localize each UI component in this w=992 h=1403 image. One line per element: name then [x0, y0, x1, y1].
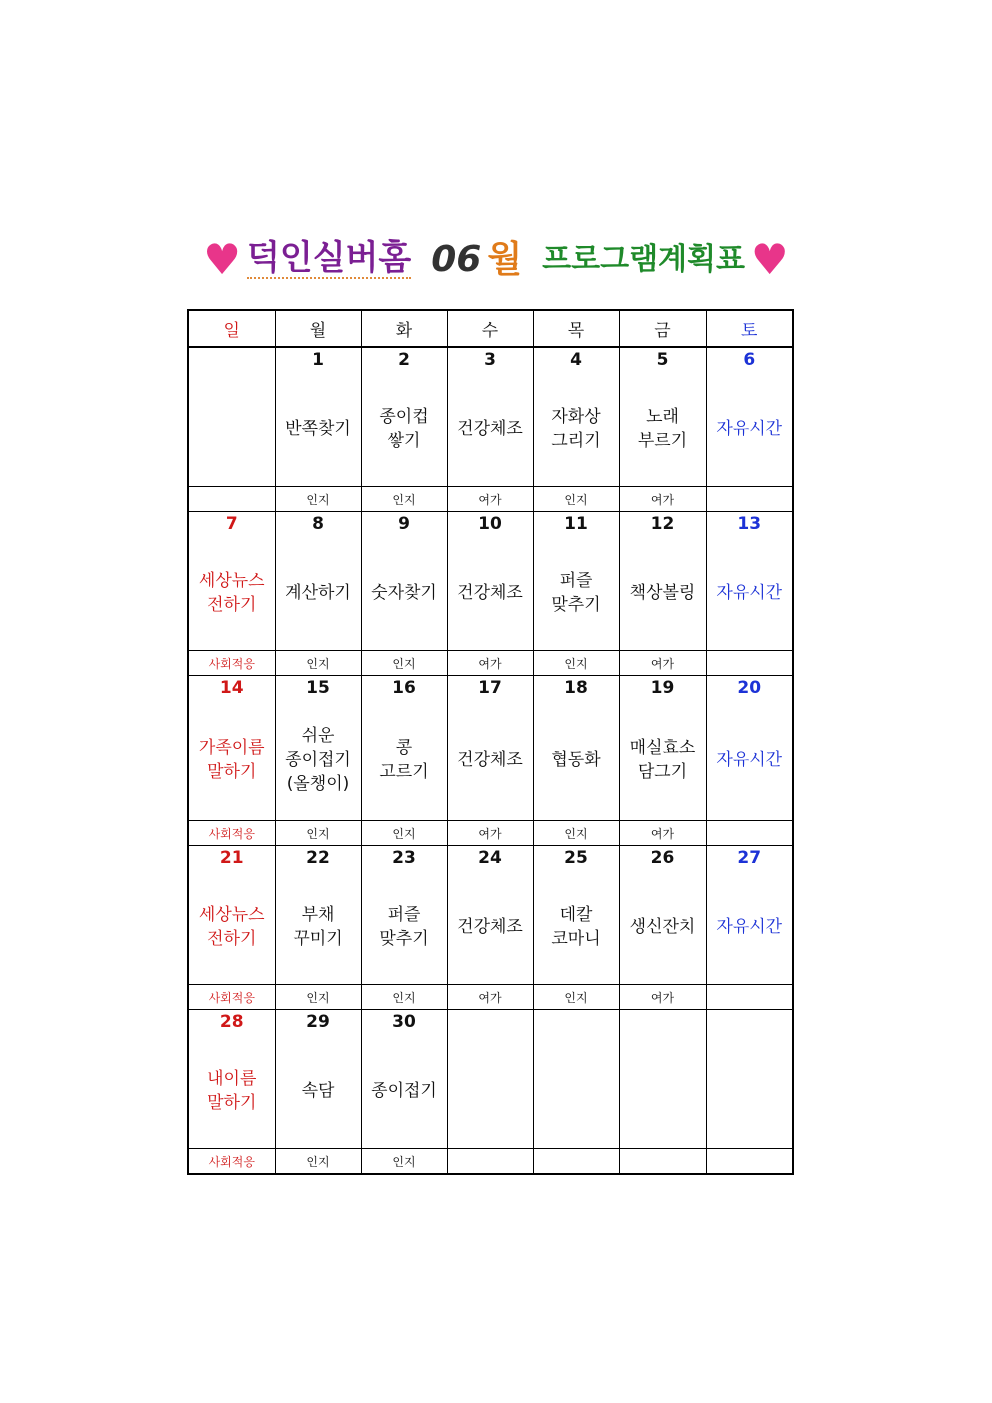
- day-number: 5: [656, 350, 669, 370]
- day-activity: 퍼즐 맞추기: [551, 571, 601, 615]
- activity-category-tag: 인지: [275, 651, 361, 676]
- day-number: 12: [650, 514, 675, 534]
- day-activity: 부채 꾸미기: [293, 905, 343, 949]
- weekday-header-saturday: 토: [706, 310, 793, 347]
- day-activity: 건강체조: [457, 583, 523, 603]
- day-cell-wednesday: [447, 1010, 533, 1149]
- activity-category-tag: [188, 487, 275, 512]
- day-cell-monday: [275, 676, 361, 821]
- heart-icon: ♥: [203, 235, 241, 284]
- calendar-body: [188, 347, 793, 1174]
- activity-category-tag: 인지: [533, 487, 619, 512]
- day-cell-wednesday: [447, 676, 533, 821]
- day-activity: 자화상 그리기: [551, 407, 601, 451]
- activity-category-tag: 여가: [447, 651, 533, 676]
- activity-category-tag: 인지: [361, 985, 447, 1010]
- weekday-header-thursday: 목: [533, 310, 619, 347]
- day-cell-tuesday: [361, 512, 447, 651]
- day-cell-tuesday: [361, 1010, 447, 1149]
- day-activity: 생신잔치: [629, 917, 696, 937]
- day-cell-saturday: [706, 846, 793, 985]
- weekday-header-monday: 월: [275, 310, 361, 347]
- day-number: 20: [737, 678, 762, 698]
- weekday-header-tuesday: 화: [361, 310, 447, 347]
- program-calendar-table: [187, 309, 794, 1175]
- day-activity: 책상볼링: [629, 583, 696, 603]
- day-activity: 매실효소 담그기: [629, 738, 696, 782]
- day-number: 8: [312, 514, 324, 534]
- activity-category-tag: 여가: [447, 821, 533, 846]
- day-activity: 자유시간: [716, 419, 783, 439]
- day-activity: 세상뉴스 전하기: [198, 905, 265, 949]
- activity-category-tag: [706, 821, 793, 846]
- calendar-week-row: [188, 512, 793, 651]
- weekday-header-row: [188, 310, 793, 347]
- day-activity: 자유시간: [716, 750, 783, 770]
- day-number: 29: [306, 1012, 330, 1032]
- day-cell-tuesday: [361, 347, 447, 487]
- activity-category-tag: 인지: [361, 651, 447, 676]
- activity-category-tag: 여가: [619, 985, 706, 1010]
- day-cell-monday: [275, 1010, 361, 1149]
- activity-category-tag: 사회적응: [188, 1149, 275, 1175]
- day-number: 17: [478, 678, 502, 698]
- activity-category-tag: 인지: [361, 1149, 447, 1175]
- calendar-week-row: [188, 676, 793, 821]
- day-cell-sunday: [188, 512, 275, 651]
- calendar-tag-row: [188, 487, 793, 512]
- day-number: 7: [225, 514, 238, 534]
- day-activity: 내이름 말하기: [207, 1069, 257, 1113]
- day-number: 9: [398, 514, 410, 534]
- day-number: 28: [219, 1012, 244, 1032]
- activity-category-tag: 사회적응: [188, 821, 275, 846]
- day-number: [620, 1010, 706, 1012]
- day-number: 22: [306, 848, 330, 868]
- activity-category-tag: 여가: [619, 821, 706, 846]
- weekday-header-wednesday: 수: [447, 310, 533, 347]
- day-cell-sunday: [188, 846, 275, 985]
- activity-category-tag: 여가: [619, 487, 706, 512]
- day-activity: 반쪽찾기: [285, 419, 351, 439]
- day-number: 13: [737, 514, 762, 534]
- day-activity: 협동화: [551, 750, 601, 770]
- day-activity: 노래 부르기: [637, 407, 688, 451]
- day-cell-wednesday: [447, 846, 533, 985]
- day-activity: 콩 고르기: [379, 738, 429, 782]
- day-cell-saturday: [706, 347, 793, 487]
- day-cell-friday: [619, 846, 706, 985]
- activity-category-tag: [533, 1149, 619, 1175]
- calendar-week-row: [188, 846, 793, 985]
- title-facility-name: 덕인실버홈: [247, 238, 412, 278]
- day-cell-friday: [619, 347, 706, 487]
- activity-category-tag: 인지: [275, 985, 361, 1010]
- day-cell-friday: [619, 1010, 706, 1149]
- day-cell-monday: [275, 846, 361, 985]
- day-activity: 건강체조: [457, 419, 523, 439]
- day-cell-sunday: [188, 676, 275, 821]
- day-cell-thursday: [533, 1010, 619, 1149]
- day-cell-friday: [619, 676, 706, 821]
- activity-category-tag: [619, 1149, 706, 1175]
- day-activity: 숫자찾기: [371, 583, 437, 603]
- day-activity: 속담: [301, 1081, 335, 1101]
- day-number: 23: [392, 848, 416, 868]
- activity-category-tag: [447, 1149, 533, 1175]
- day-cell-thursday: [533, 676, 619, 821]
- weekday-header-friday: 금: [619, 310, 706, 347]
- calendar-tag-row: [188, 985, 793, 1010]
- activity-category-tag: 인지: [533, 651, 619, 676]
- activity-category-tag: [706, 1149, 793, 1175]
- day-number: 26: [650, 848, 675, 868]
- day-cell-saturday: [706, 1010, 793, 1149]
- day-number: 2: [398, 350, 410, 370]
- day-cell-wednesday: [447, 512, 533, 651]
- day-activity: 가족이름 말하기: [198, 738, 265, 782]
- activity-category-tag: 인지: [275, 821, 361, 846]
- calendar-week-row: [188, 1010, 793, 1149]
- day-cell-wednesday: [447, 347, 533, 487]
- day-number: 3: [484, 350, 496, 370]
- day-number: 16: [392, 678, 416, 698]
- activity-category-tag: 여가: [619, 651, 706, 676]
- day-cell-saturday: [706, 512, 793, 651]
- activity-category-tag: 여가: [447, 985, 533, 1010]
- weekday-header-sunday: 일: [188, 310, 275, 347]
- activity-category-tag: [706, 985, 793, 1010]
- day-number: 15: [306, 678, 330, 698]
- heart-icon: ♥: [751, 235, 789, 284]
- day-activity: 자유시간: [716, 917, 783, 937]
- day-number: 6: [743, 350, 756, 370]
- calendar-week-row: [188, 347, 793, 487]
- day-cell-tuesday: [361, 676, 447, 821]
- day-cell-sunday: [188, 347, 275, 487]
- activity-category-tag: 인지: [533, 985, 619, 1010]
- calendar-tag-row: [188, 1149, 793, 1175]
- day-cell-sunday: [188, 1010, 275, 1149]
- day-cell-tuesday: [361, 846, 447, 985]
- day-number: 11: [564, 514, 588, 534]
- day-activity: 데칼 코마니: [551, 905, 601, 949]
- day-activity: 퍼즐 맞추기: [379, 905, 429, 949]
- day-number: 30: [392, 1012, 416, 1032]
- activity-category-tag: 인지: [275, 1149, 361, 1175]
- day-cell-thursday: [533, 512, 619, 651]
- activity-category-tag: 사회적응: [188, 985, 275, 1010]
- day-number: 10: [478, 514, 502, 534]
- activity-category-tag: 여가: [447, 487, 533, 512]
- day-cell-monday: [275, 512, 361, 651]
- activity-category-tag: 인지: [275, 487, 361, 512]
- day-activity: 건강체조: [457, 917, 523, 937]
- day-activity: 건강체조: [457, 750, 523, 770]
- day-number: 4: [570, 350, 582, 370]
- day-cell-thursday: [533, 846, 619, 985]
- day-number: 21: [219, 848, 244, 868]
- day-activity: 종이컵 쌓기: [379, 407, 429, 451]
- page-title: [200, 228, 792, 292]
- day-number: 25: [564, 848, 588, 868]
- day-activity: 계산하기: [285, 583, 351, 603]
- day-number: 24: [478, 848, 502, 868]
- day-cell-friday: [619, 512, 706, 651]
- day-number: [448, 1010, 533, 1012]
- day-cell-saturday: [706, 676, 793, 821]
- calendar-tag-row: [188, 821, 793, 846]
- activity-category-tag: 사회적응: [188, 651, 275, 676]
- day-number: 18: [564, 678, 588, 698]
- day-number: 14: [219, 678, 244, 698]
- day-number: [707, 1010, 793, 1012]
- activity-category-tag: [706, 487, 793, 512]
- title-month-number: 06: [431, 239, 482, 280]
- day-cell-thursday: [533, 347, 619, 487]
- activity-category-tag: [706, 651, 793, 676]
- day-activity: 종이접기: [371, 1081, 437, 1101]
- day-number: 19: [650, 678, 675, 698]
- activity-category-tag: 인지: [361, 487, 447, 512]
- day-activity: 쉬운 종이접기 (올챙이): [285, 726, 351, 794]
- day-activity: 자유시간: [716, 583, 783, 603]
- activity-category-tag: 인지: [361, 821, 447, 846]
- title-program-plan: 프로그램계획표: [542, 242, 745, 277]
- calendar-tag-row: [188, 651, 793, 676]
- day-activity: 세상뉴스 전하기: [198, 571, 265, 615]
- day-number: 27: [737, 848, 762, 868]
- title-month-unit: 월: [487, 239, 523, 280]
- day-number: [534, 1010, 619, 1012]
- day-number: 1: [312, 350, 324, 370]
- activity-category-tag: 인지: [533, 821, 619, 846]
- day-number: [189, 348, 275, 350]
- day-cell-monday: [275, 347, 361, 487]
